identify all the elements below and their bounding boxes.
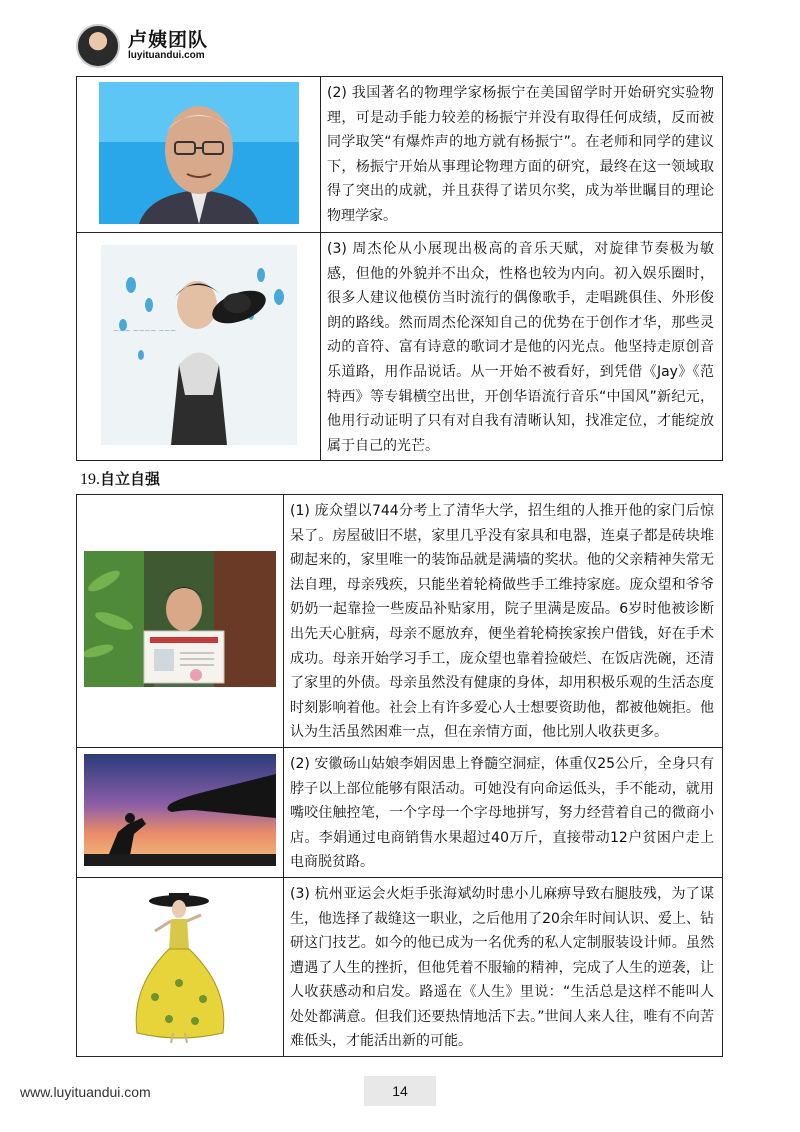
story-text: (2) 我国著名的物理学家杨振宁在美国留学时开始研究实验物理，可是动手能力较差的杨振宁并没有取得任何成绩，反而被同学取笑“有爆炸声的地方就有杨振宁”。在老师和同学的建议下，杨振宁开始从事理论物理方面的研究，最终在这一领域取得了突出的成就，并且获得了诺贝尔奖，成为举世瞩目的理论物理学家。 bbox=[327, 85, 714, 224]
story-table-1 bbox=[76, 76, 723, 461]
student-with-admission-letter-photo bbox=[84, 551, 276, 687]
table-row bbox=[77, 877, 723, 1056]
brand-header bbox=[76, 24, 208, 68]
text-cell bbox=[321, 233, 723, 461]
story-text: (2) 安徽砀山姑娘李娟因患上脊髓空洞症，体重仅25公斤，全身只有脖子以上部位能够有限活动。可她没有向命运低头，手不能动，就用嘴咬住触控笔，一个字母一个字母地拼写，努力经营着自己的微商小店。李娟通过电商销售水果超过40万斤，直接带动12户贫困户走上电商脱贫路。 bbox=[290, 755, 714, 871]
image-cell bbox=[77, 877, 284, 1056]
brand-name: 卢姨团队 bbox=[128, 29, 209, 51]
table-row bbox=[77, 77, 723, 233]
story-text: (3) 周杰伦从小展现出极高的音乐天赋，对旋律节奏极为敏感，但他的外貌并不出众，性格也较为内向。初入娱乐圈时，很多人建议他模仿当时流行的偶像歌手，走唱跳俱佳、外形俊朗的路线。然而周杰伦深知自己的优势在于创作才华，那些灵动的音符、富有诗意的歌词才是他的闪光点。他坚持走原创音乐道路，用作品说话。从一开始不被看好，到凭借《Jay》《范特西》等专辑横空出世，开创华语流行音乐“中国风”新纪元，他用行动证明了只有对自我有清晰认知，找准定位，才能绽放属于自己的光芒。 bbox=[327, 241, 714, 454]
text-cell bbox=[284, 495, 723, 748]
section-heading bbox=[80, 468, 160, 489]
story-text: (3) 杭州亚运会火炬手张海斌幼时患小儿麻痹导致右腿肢残，为了谋生，他选择了裁缝这一职业，之后他用了20余年时间认识、爱上、钻研这门技艺。如今的他已成为一名优秀的私人定制服装设计师。虽然遭遇了人生的挫折，但他凭着不服输的精神，完成了人生的逆袭，让人收获感动和启发。路遥在《人生》里说：“生活总是这样不能叫人处处都满意。但我们还要热情地活下去。”世间人来人往，唯有不向苦难低头，才能活出新的可能。 bbox=[290, 885, 714, 1050]
table-row bbox=[77, 747, 723, 877]
svg-text:~~~ ~~~~ ~~~: ~~~ ~~~~ ~~~ bbox=[112, 326, 176, 335]
text-cell bbox=[284, 877, 723, 1056]
brand-block bbox=[128, 30, 208, 62]
portrait-elderly-man-photo bbox=[99, 82, 299, 224]
image-cell bbox=[77, 747, 284, 877]
table-row bbox=[77, 233, 723, 461]
hand-and-climber-silhouette-photo bbox=[84, 754, 276, 866]
image-cell bbox=[77, 77, 321, 233]
gown-fashion-sketch bbox=[125, 887, 235, 1043]
story-text: (1) 庞众望以744分考上了清华大学，招生组的人推开他的家门后惊呆了。房屋破旧不堪，家里几乎没有家具和电器，连桌子都是砖块堆砌起来的，家里唯一的装饰品就是满墙的奖状。他的父亲精神失常无法自理，母亲残疾，只能坐着轮椅做些手工维持家庭。庞众望和爷爷奶奶一起靠捡一些废品补贴家用，院子里满是废品。6岁时他被诊断出先天心脏病，母亲不愿放弃，便坐着轮椅挨家挨户借钱，好在手术成功。母亲开始学习手工，庞众望也靠着捡破烂、在饭店洗碗，还清了家里的外债。母亲虽然没有健康的身体，却用积极乐观的生活态度时刻影响着他。社会上有许多爱心人士想要资助他，都被他婉拒。他认为生活虽然困难一点，但在亲情方面，他比别人收获更多。 bbox=[290, 503, 714, 741]
image-cell bbox=[77, 495, 284, 748]
brand-url: luyituandui.com bbox=[128, 50, 205, 61]
footer-url: www.luyituandui.com bbox=[20, 1084, 151, 1100]
section-number: 19. bbox=[80, 471, 100, 488]
avatar bbox=[76, 24, 120, 68]
singer-with-hat-photo bbox=[101, 245, 297, 445]
text-cell bbox=[284, 747, 723, 877]
story-table-2 bbox=[76, 494, 723, 1057]
table-row bbox=[77, 495, 723, 748]
text-cell bbox=[321, 77, 723, 233]
page-number: 14 bbox=[364, 1076, 436, 1106]
section-title: 自立自强 bbox=[100, 470, 161, 488]
image-cell bbox=[77, 233, 321, 461]
